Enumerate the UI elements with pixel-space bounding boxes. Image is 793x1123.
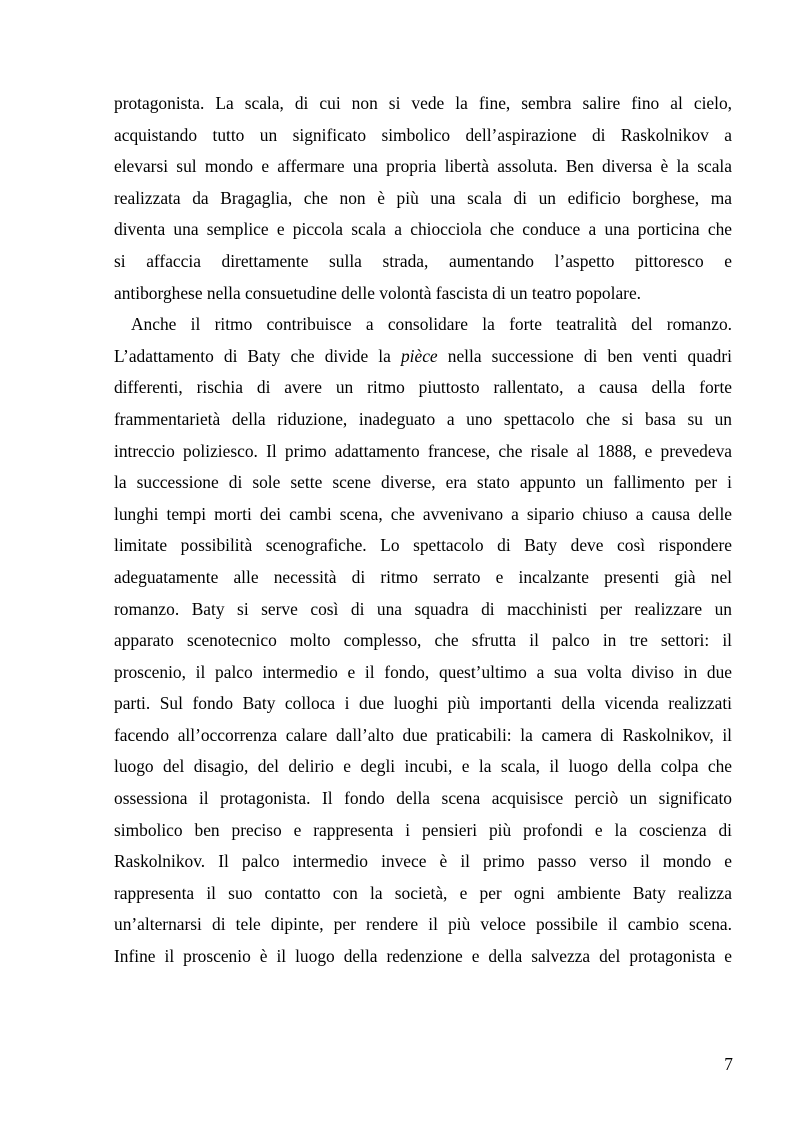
text-line: proscenio, il palco intermedio e il fondo, quest’ultimo a sua volta diviso in due [114,661,732,682]
text-line: intreccio poliziesco. Il primo adattamento francese, che risale al 1888, e prevedeva [114,440,732,461]
text-line: apparato scenotecnico molto complesso, che sfrutta il palco in tre settori: il [114,630,732,651]
text-line: simbolico ben preciso e rappresenta i pensieri più profondi e la coscienza di [114,819,732,840]
text-line: si affaccia direttamente sulla strada, aumentando l’aspetto pittoresco e [114,250,732,271]
text-line: Infine il proscenio è il luogo della redenzione e della salvezza del protagonista e [114,946,732,967]
text-line: Raskolnikov. Il palco intermedio invece è il primo passo verso il mondo e [114,851,732,872]
text-line: la successione di sole sette scene diverse, era stato appunto un fallimento per i [114,472,732,493]
text-line: protagonista. La scala, di cui non si vede la fine, sembra salire fino al cielo, [114,93,732,113]
text-line: facendo all’occorrenza calare dall’alto due praticabili: la camera di Raskolnikov, il [114,724,732,745]
text-line: un’alternarsi di tele dipinte, per rendere il più veloce possibile il cambio scena. [114,914,732,935]
paragraph [114,309,732,972]
text-line: Anche il ritmo contribuisce a consolidare la forte teatralità del romanzo. [131,314,732,335]
text-line: ossessiona il protagonista. Il fondo della scena acquisisce perciò un significato [114,788,732,809]
italic-term: pièce [400,345,438,366]
page-number: 7 [724,1054,733,1074]
text-line: luogo del disagio, del delirio e degli incubi, e la scala, il luogo della colpa che [114,756,732,777]
paragraph [114,88,732,309]
text-line: parti. Sul fondo Baty colloca i due luoghi più importanti della vicenda realizzati [114,693,732,714]
text-line: romanzo. Baty si serve così di una squadra di macchinisti per realizzare un [114,598,732,619]
text-line: frammentarietà della riduzione, inadeguato a uno spettacolo che si basa su un [114,408,732,429]
text-line: lunghi tempi morti dei cambi scena, che avvenivano a sipario chiuso a causa delle [114,503,732,524]
text-line: realizzata da Bragaglia, che non è più una scala di un edificio borghese, ma [114,187,732,208]
text-line: limitate possibilità scenografiche. Lo spettacolo di Baty deve così rispondere [114,535,732,556]
text-line: elevarsi sul mondo e affermare una propria libertà assoluta. Ben diversa è la scala [114,156,732,177]
text-line: acquistando tutto un significato simbolico dell’aspirazione di Raskolnikov a [114,124,732,145]
text-line: differenti, rischia di avere un ritmo piuttosto rallentato, a causa della forte [114,377,732,398]
text-line: diventa una semplice e piccola scala a chiocciola che conduce a una porticina che [114,219,732,240]
text-line: rappresenta il suo contatto con la società, e per ogni ambiente Baty realizza [114,882,732,903]
text-line: L’adattamento di Baty che divide la pièce nella successione di ben venti quadri [114,345,732,366]
body-text [114,88,732,973]
text-line: adeguatamente alle necessità di ritmo serrato e incalzante presenti già nel [114,566,732,587]
text-line: antiborghese nella consuetudine delle volontà fascista di un teatro popolare. [114,282,642,303]
